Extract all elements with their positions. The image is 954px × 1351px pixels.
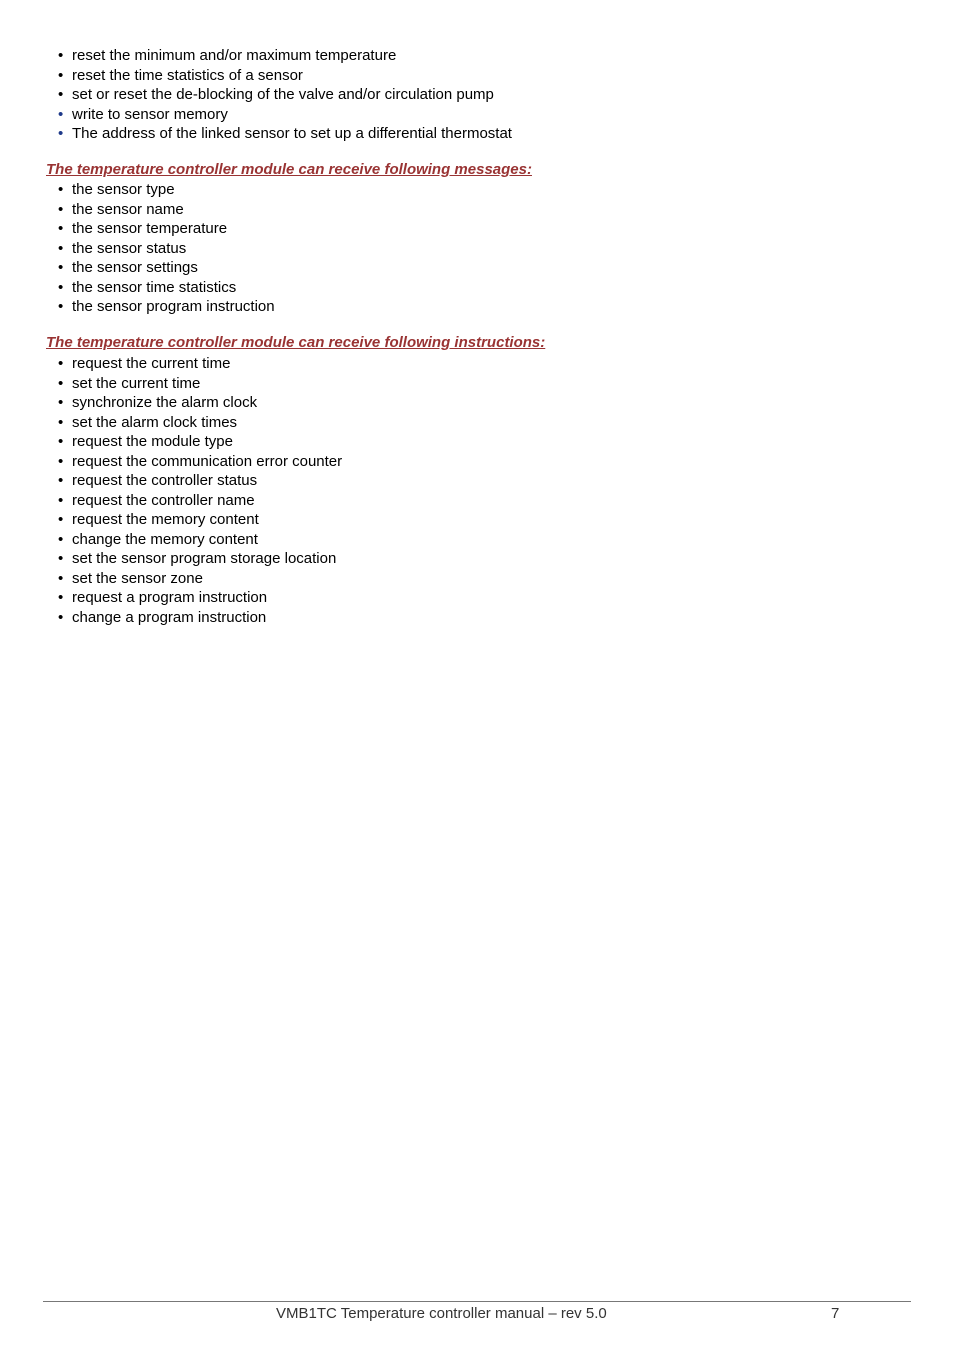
list-item [58, 85, 512, 105]
list-item-text: change a program instruction [72, 608, 267, 626]
page-number: 7 [831, 1305, 840, 1322]
bullet-icon: • [58, 491, 64, 509]
list-item-text: The address of the linked sensor to set up a differential thermostat [72, 125, 512, 142]
list-item-text: request the memory content [72, 511, 259, 528]
bullet-icon: • [58, 569, 64, 587]
list-item-text: synchronize the alarm clock [72, 394, 258, 411]
list-item [58, 393, 342, 413]
instructions-heading: The temperature controller module can receive following instructions: [46, 334, 546, 351]
list-item [58, 510, 342, 530]
messages-heading: The temperature controller module can receive following messages: [46, 161, 532, 178]
list-item [58, 66, 512, 86]
list-item-text: reset the minimum and/or maximum temperature [72, 47, 397, 64]
footer-divider [43, 1301, 911, 1302]
bullet-icon: • [58, 511, 64, 528]
list-item-text: request the current time [72, 355, 231, 372]
bullet-icon: • [58, 374, 64, 392]
list-item [58, 258, 275, 278]
list-item [58, 588, 342, 608]
list-item-text: the sensor temperature [72, 220, 228, 237]
list-item-text: the sensor name [72, 200, 184, 218]
list-item [58, 239, 275, 259]
list-item [58, 608, 342, 628]
list-item-text: the sensor program instruction [72, 298, 275, 315]
list-item [58, 471, 342, 491]
bullet-icon: • [58, 608, 64, 626]
bullet-icon: • [58, 278, 64, 296]
list-item-text: request the controller name [72, 491, 255, 509]
bullet-icon: • [58, 86, 64, 103]
list-item [58, 413, 342, 433]
list-item-text: the sensor status [72, 239, 187, 257]
list-item-text: set or reset the de-blocking of the valve and/or circulation pump [72, 86, 494, 103]
bullet-icon: • [58, 550, 64, 567]
list-item-text: reset the time statistics of a sensor [72, 66, 303, 84]
list-item [58, 530, 342, 550]
list-item-text: the sensor settings [72, 259, 198, 276]
list-item [58, 200, 275, 220]
list-item [58, 278, 275, 298]
bullet-icon: • [58, 239, 64, 257]
list-item-text: set the current time [72, 374, 201, 392]
bullet-icon: • [58, 298, 64, 315]
bullet-icon: • [58, 433, 64, 450]
list-item [58, 180, 275, 200]
list-item-text: set the sensor program storage location [72, 550, 337, 567]
list-item [58, 124, 512, 144]
instructions-list [58, 354, 342, 627]
list-item-text: change the memory content [72, 530, 258, 548]
bullet-icon: • [58, 530, 64, 548]
list-item [58, 354, 342, 374]
list-item-text: request the controller status [72, 472, 258, 489]
list-item [58, 46, 512, 66]
list-item [58, 432, 342, 452]
footer-title: VMB1TC Temperature controller manual – rev 5.0 [276, 1305, 607, 1322]
list-item-text: set the sensor zone [72, 569, 203, 587]
list-item-text: request a program instruction [72, 589, 268, 606]
list-item [58, 297, 275, 317]
list-item [58, 374, 342, 394]
bullet-icon: • [58, 259, 64, 276]
list-item [58, 219, 275, 239]
bullet-icon: • [58, 47, 64, 64]
intro-bullet-list [58, 46, 512, 144]
bullet-icon: • [58, 355, 64, 372]
bullet-icon: • [58, 220, 64, 237]
bullet-icon: • [58, 66, 64, 84]
bullet-icon: • [58, 181, 64, 198]
bullet-icon: • [58, 125, 64, 142]
bullet-icon: • [58, 452, 64, 470]
messages-list [58, 180, 275, 317]
list-item [58, 549, 342, 569]
bullet-icon: • [58, 413, 64, 431]
list-item [58, 105, 512, 125]
list-item-text: set the alarm clock times [72, 413, 238, 431]
bullet-icon: • [58, 105, 64, 123]
list-item-text: the sensor time statistics [72, 278, 237, 296]
list-item [58, 569, 342, 589]
bullet-icon: • [58, 472, 64, 489]
list-item [58, 491, 342, 511]
list-item [58, 452, 342, 472]
bullet-icon: • [58, 394, 64, 411]
list-item-text: write to sensor memory [72, 105, 228, 123]
bullet-icon: • [58, 589, 64, 606]
list-item-text: request the module type [72, 433, 233, 450]
list-item-text: the sensor type [72, 181, 175, 198]
bullet-icon: • [58, 200, 64, 218]
list-item-text: request the communication error counter [72, 452, 343, 470]
